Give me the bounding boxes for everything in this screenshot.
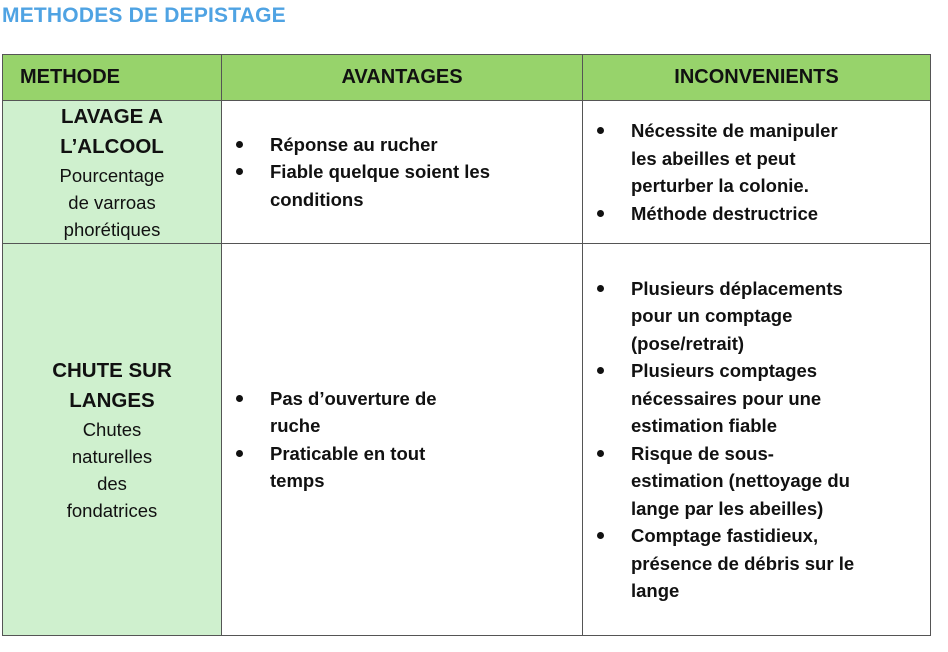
list-item — [583, 522, 861, 605]
method-desc-line: Chutes — [82, 418, 142, 440]
advantage-text: Pas d’ouverture de ruche — [270, 387, 437, 436]
bullet-icon — [597, 210, 604, 217]
bullet-icon — [597, 450, 604, 457]
disadvantages-list — [583, 275, 930, 605]
advantages-list — [222, 131, 582, 214]
bullet-icon — [236, 450, 243, 457]
bullet-icon — [597, 127, 604, 134]
header-row — [3, 55, 931, 101]
method-cell — [3, 101, 222, 244]
method-name-line: L’ALCOOL — [60, 134, 164, 158]
method-name-line: LAVAGE A — [60, 104, 164, 128]
method-name-line: LANGES — [69, 388, 155, 412]
list-item — [222, 158, 520, 213]
list-item — [583, 117, 846, 200]
advantages-cell — [222, 244, 583, 636]
list-item — [222, 440, 445, 495]
disadvantage-text: Plusieurs comptages nécessaires pour une estimation fiable — [631, 360, 822, 436]
disadvantage-text: Nécessite de manipuler les abeilles et peut perturber la colonie. — [631, 120, 838, 196]
advantage-text: Praticable en tout temps — [270, 442, 426, 491]
disadvantage-text: Méthode destructrice — [631, 202, 819, 224]
list-item — [222, 385, 460, 440]
advantage-text: Fiable quelque soient les conditions — [270, 161, 490, 210]
page-title: METHODES DE DEPISTAGE — [2, 4, 286, 27]
method-desc-line: naturelles — [71, 445, 153, 467]
table-row — [3, 101, 931, 244]
bullet-icon — [597, 532, 604, 539]
header-avantages: AVANTAGES — [222, 55, 583, 101]
disadvantages-cell — [583, 101, 931, 244]
bullet-icon — [236, 141, 243, 148]
disadvantage-text: Comptage fastidieux, présence de débris sur le lange — [631, 525, 855, 601]
disadvantage-text: Risque de sous-estimation (nettoyage du lange par les abeilles) — [631, 442, 850, 519]
list-item — [583, 357, 841, 440]
advantages-list — [222, 385, 582, 495]
list-item — [222, 131, 502, 159]
header-inconvenients: INCONVENIENTS — [583, 55, 931, 101]
list-item — [583, 200, 920, 228]
method-desc-line: des — [97, 472, 127, 494]
header-methode: METHODE — [3, 55, 222, 101]
list-item — [583, 440, 856, 523]
disadvantages-cell — [583, 244, 931, 636]
bullet-icon — [236, 395, 243, 402]
advantages-cell — [222, 101, 583, 244]
disadvantage-text: Plusieurs déplacements pour un comptage (pose/retrait) — [631, 277, 843, 354]
method-cell — [3, 244, 222, 636]
bullet-icon — [597, 367, 604, 374]
table-row — [3, 244, 931, 636]
method-name-line: CHUTE SUR — [52, 358, 172, 382]
list-item — [583, 275, 851, 358]
bullet-icon — [597, 285, 604, 292]
method-desc-line: de varroas — [68, 191, 156, 213]
method-desc-line: phorétiques — [63, 218, 161, 240]
advantage-text: Réponse au rucher — [270, 133, 438, 155]
method-desc-line: Pourcentage — [59, 164, 165, 186]
disadvantages-list — [583, 117, 930, 227]
bullet-icon — [236, 168, 243, 175]
screening-methods-table — [2, 54, 931, 636]
method-desc-line: fondatrices — [66, 499, 158, 521]
